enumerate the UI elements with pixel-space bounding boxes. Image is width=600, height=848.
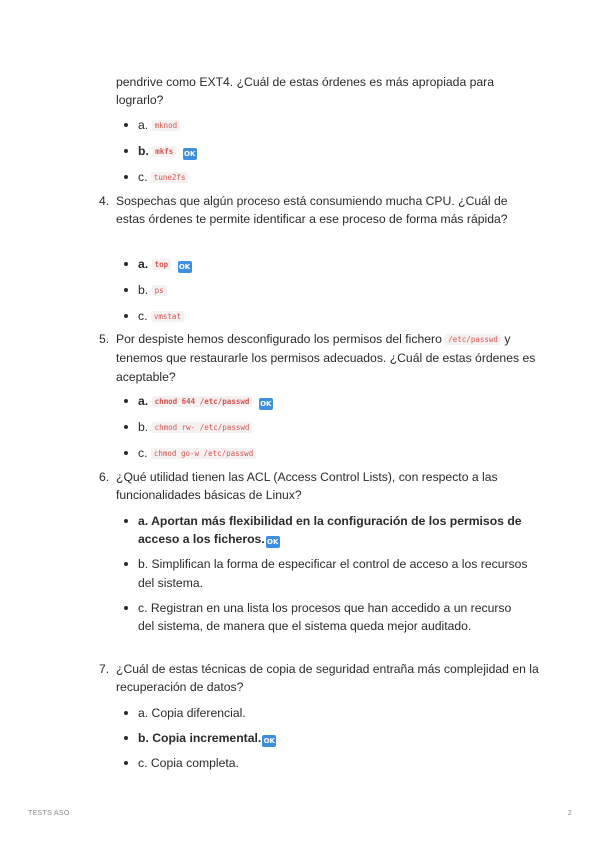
- question-5-options: [123, 392, 273, 463]
- question-number: 5.: [99, 332, 110, 346]
- option-letter: a.: [138, 394, 149, 408]
- option-3b: [123, 142, 197, 161]
- question-3-text-line-1: pendrive como EXT4. ¿Cuál de estas órdenes es más apropiada para: [116, 75, 495, 89]
- question-text-before: Por despiste hemos desconfigurado los permisos del fichero: [116, 332, 442, 346]
- question-3-continuation: [116, 73, 536, 110]
- question-text-after: y tenemos que restaurarle los permisos adecuados. ¿Cuál de estas órdenes es aceptable?: [116, 332, 536, 384]
- option-letter: c.: [138, 446, 148, 460]
- option-4a: [123, 255, 192, 274]
- code-snippet: chmod go-w /etc/passwd: [151, 448, 256, 459]
- code-snippet: chmod 644 /etc/passwd: [152, 396, 253, 407]
- option-text: a. Copia diferencial.: [138, 706, 246, 720]
- question-7-options: [123, 704, 276, 772]
- option-4b: [123, 281, 192, 300]
- question-4: [99, 192, 539, 229]
- option-text: b. Simplifican la forma de especificar el control de acceso a los recursos del sistema.: [138, 557, 528, 590]
- option-letter: b.: [138, 144, 149, 158]
- option-6a: [123, 512, 528, 549]
- question-6-options: [123, 512, 528, 636]
- option-7a: [123, 704, 276, 722]
- option-text: a. Aportan más flexibilidad en la configuración de los permisos de acceso a los ficheros.: [138, 514, 522, 547]
- option-3a: [123, 116, 197, 135]
- option-letter: c.: [138, 309, 148, 323]
- ok-badge-icon: OK: [184, 150, 196, 158]
- question-6: [99, 468, 539, 505]
- option-5c: [123, 444, 273, 463]
- question-5: [99, 330, 539, 386]
- code-snippet: chmod rw- /etc/passwd: [152, 422, 253, 433]
- option-letter: c.: [138, 170, 148, 184]
- question-4-options: [123, 255, 192, 326]
- question-text: Sospechas que algún proceso está consumiendo mucha CPU. ¿Cuál de estas órdenes te permite identificar a ese proceso de forma más rápida?: [116, 194, 508, 227]
- question-text: ¿Cuál de estas técnicas de copia de seguridad entraña más complejidad en la recuperación de datos?: [116, 662, 539, 695]
- question-number: 6.: [99, 470, 110, 484]
- question-7: [99, 660, 539, 697]
- code-snippet: mkfs: [152, 146, 176, 157]
- ok-badge-icon: OK: [263, 737, 275, 745]
- question-text: [116, 330, 539, 386]
- option-7c: [123, 754, 276, 772]
- code-snippet: tune2fs: [151, 172, 189, 183]
- option-letter: b.: [138, 283, 149, 297]
- option-letter: b.: [138, 420, 149, 434]
- option-7b: [123, 729, 276, 747]
- option-5a: [123, 392, 273, 411]
- question-number: 4.: [99, 194, 110, 208]
- code-snippet: vmstat: [151, 311, 184, 322]
- option-3c: [123, 168, 197, 187]
- page-number: 2: [567, 810, 572, 817]
- code-snippet: mknod: [152, 120, 181, 131]
- footer-title: TESTS ASO: [28, 810, 70, 817]
- question-3-options: [123, 116, 197, 187]
- option-5b: [123, 418, 273, 437]
- question-number: 7.: [99, 662, 110, 676]
- code-snippet: /etc/passwd: [445, 334, 501, 345]
- question-text: ¿Qué utilidad tienen las ACL (Access Control Lists), con respecto a las funcionalidades básicas de Linux?: [116, 470, 498, 503]
- option-6b: [123, 555, 528, 592]
- option-4c: [123, 307, 192, 326]
- option-text: b. Copia incremental.: [138, 731, 262, 745]
- option-text: c. Registran en una lista los procesos que han accedido a un recurso del sistema, de manera que el sistema queda mejor auditado.: [138, 600, 512, 634]
- option-letter: a.: [138, 257, 149, 271]
- code-snippet: ps: [152, 285, 167, 296]
- ok-badge-icon: OK: [260, 400, 272, 408]
- option-letter: a.: [138, 118, 149, 132]
- ok-badge-icon: OK: [178, 263, 191, 271]
- option-text: c. Copia completa.: [138, 756, 239, 770]
- ok-badge-icon: OK: [267, 538, 279, 547]
- question-3-text-line-2: lograrlo?: [116, 93, 164, 108]
- option-6c: [123, 599, 528, 636]
- code-snippet: top: [152, 259, 172, 270]
